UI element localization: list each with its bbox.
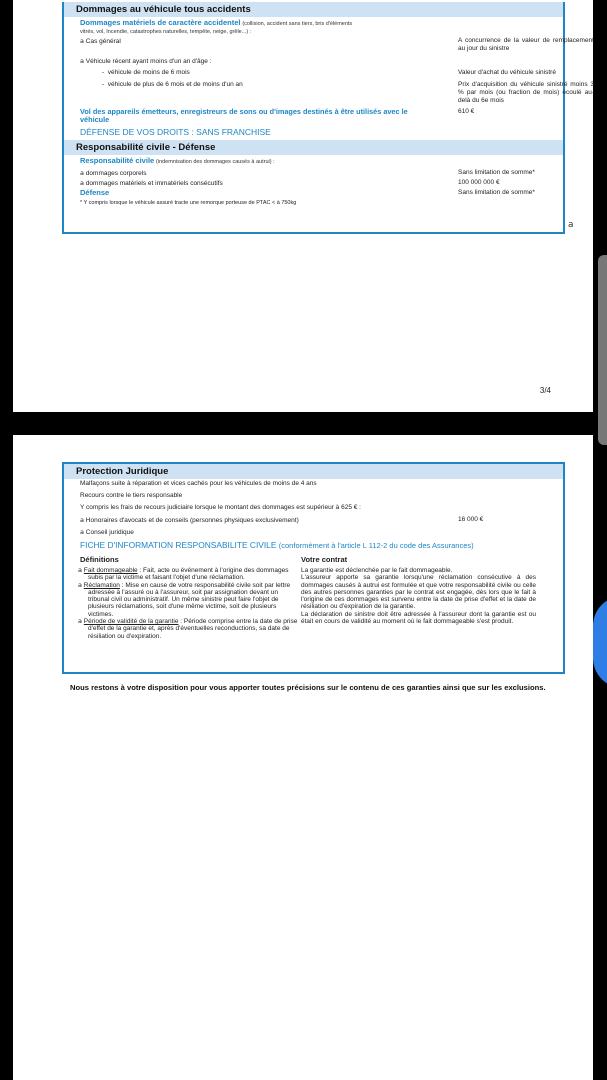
dommages-materiels-label: dommages matériels et immatériels consécutifs [85, 180, 223, 187]
dash-icon: - [102, 69, 105, 76]
bullet-icon: a [80, 179, 84, 187]
accidental-desc-cont: vitrés, vol, Incendie, catastrophes naturelles, tempête, neige, grêle...) : [80, 29, 252, 35]
scrollbar-handle[interactable] [598, 255, 607, 445]
rc-title: Responsabilité civile [80, 156, 155, 165]
vehicule-recent-label: Véhicule récent ayant moins d'un an d'âge : [85, 58, 212, 65]
floating-action-button[interactable] [593, 596, 607, 688]
def-fait-dommageable-term: Fait dommageable [83, 567, 138, 574]
rc-desc: (indemnisation des dommages causés à autrui) : [156, 159, 275, 165]
section-header-dommages: Dommages au véhicule tous accidents [64, 2, 563, 17]
vol-title: Vol des appareils émetteurs, enregistreurs de sons ou d'images destinés à être utilisés avec le véhicule [80, 107, 408, 124]
bullet-icon: a [78, 566, 82, 574]
contrat-paragraph-2: L'assureur apporte sa garantie lorsqu'une réclamation consécutive à des dommages causés à autrui est formulée et que votre responsabilité civile ou celle des autres personnes garanties par le contrat est engagée, dès lors que le fait à l'origine de ces dommages est survenu entre la date de prise d'effet et la date de résiliation ou d'expiration de la garantie. [301, 574, 536, 611]
contrat-paragraph-3: La déclaration de sinistre doit être adressée à l'assureur dont la garantie est ou était en cours de validité au moment où le fait dommageable s'est produit. [301, 610, 536, 626]
contrat-header: Votre contrat [301, 555, 348, 564]
frais-text: Y compris les frais de recours judiciaire lorsque le montant des dommages est supérieur à 625 € : [80, 504, 361, 511]
honoraires-value: 16 000 € [458, 516, 484, 523]
coverage-box [62, 2, 594, 234]
fiche-reference: (conformément à l'article L 112-2 du code des Assurances) [278, 541, 474, 550]
def-reclamation-term: Réclamation [83, 581, 120, 589]
closing-note: Nous restons à votre disposition pour vous apporter toutes précisions sur le contenu de ces garanties ainsi que sur les exclusions. [70, 683, 546, 692]
defense-value: Sans limitation de somme* [458, 189, 535, 196]
def-reclamation-text: : Mise en cause de votre responsabilité civile soit par lettre adressée à l'assuré ou à l'assureur, soit par assignation devant un tribunal civil ou administratif. Un même sinistre peut faire l'objet de plusieurs réclamations, soit d'une même victime, soit de plusieurs victimes. [88, 581, 291, 618]
plus-6mois-label: véhicule de plus de 6 mois et de moins d'un an [107, 81, 243, 88]
def-periode-text: : Période comprise entre la date de prise d'effet de la garantie et, après d'éventuelles reconductions, sa date de résiliation ou d'expiration. [88, 618, 298, 640]
defense-droits-title: DÉFENSE DE VOS DROITS : SANS FRANCHISE [80, 127, 271, 137]
accidental-desc: (collision, accident sans tiers, bris d'éléments [242, 21, 353, 27]
page-number: 3/4 [539, 386, 551, 395]
cas-general-label: Cas général [85, 38, 121, 45]
stray-character: a [568, 220, 574, 230]
dommages-corporels-label: dommages corporels [85, 170, 147, 177]
bullet-icon: a [78, 617, 82, 626]
bullet-icon: a [78, 580, 82, 589]
honoraires-label: Honoraires d'avocats et de conseils (personnes physiques exclusivement) [85, 517, 299, 524]
definitions-header: Définitions [80, 555, 119, 564]
document-page-4 [13, 435, 593, 1080]
def-fait-dommageable-text: : Fait, acte ou événement à l'origine des dommages subis par la victime et faisant l'objet d'une réclamation. [88, 567, 289, 582]
defense-label: Défense [80, 188, 110, 197]
vol-value: 610 € [458, 108, 475, 115]
conseil-label: Conseil juridique [85, 529, 134, 536]
bullet-icon: a [80, 516, 84, 524]
fiche-title: FICHE D'INFORMATION RESPONSABILITE CIVILE [80, 540, 277, 550]
document-page-3 [13, 0, 593, 412]
footnote: * Y compris lorsque le véhicule assuré tracte une remorque porteuse de PTAC < à 750kg [80, 200, 297, 206]
dommages-materiels-value: 100 000 000 € [458, 179, 500, 186]
recours-text: Recours contre le tiers responsable [80, 492, 183, 499]
bullet-icon: a [80, 528, 84, 536]
definitions-column [78, 567, 300, 640]
accidental-title: Dommages matériels de caractère accidentel [80, 18, 241, 27]
moins-6mois-value: Valeur d'achat du véhicule sinistré [458, 69, 556, 76]
plus-6mois-value: Prix d'acquisition du véhicule sinistré moins 3 % par mois (ou fraction de mois) écoulé au-delà du 6e mois [458, 81, 594, 104]
protection-box [62, 462, 565, 674]
contrat-column [301, 567, 536, 625]
malfacons-text: Malfaçons suite à réparation et vices cachés pour les véhicules de moins de 4 ans [80, 480, 317, 487]
cas-general-value: A concurrence de la valeur de remplacement au jour du sinistre [458, 37, 594, 52]
contrat-paragraph-1: La garantie est déclenchée par le fait dommageable. [301, 567, 453, 574]
section-header-rc: Responsabilité civile - Défense [64, 140, 563, 155]
def-periode-term: Période de validité de la garantie [83, 618, 179, 626]
dommages-corporels-value: Sans limitation de somme* [458, 169, 535, 176]
section-header-protection: Protection Juridique [64, 464, 563, 479]
bullet-icon: a [80, 169, 84, 177]
moins-6mois-label: véhicule de moins de 6 mois [107, 69, 190, 76]
bullet-icon: a [80, 57, 84, 65]
dash-icon: - [102, 81, 105, 88]
bullet-icon: a [80, 37, 84, 45]
